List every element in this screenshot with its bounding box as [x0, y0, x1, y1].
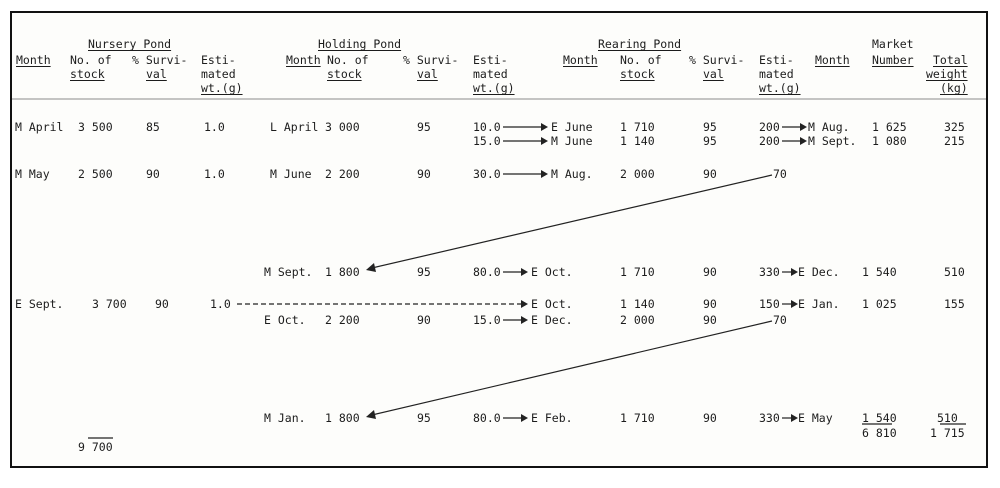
nursery-pond-header: Nursery Pond — [88, 37, 172, 51]
rearing-row-5-market-number: 1 025 — [862, 297, 897, 311]
total-weight-header: Total — [933, 53, 968, 67]
rearing-row-2-market-month: M Sept. — [808, 134, 857, 148]
holding-row-2-month: M June — [270, 167, 312, 181]
holding-survival-header: % Survi- — [403, 53, 459, 67]
rearing-row-5-weight: 150 — [759, 297, 780, 311]
rearing-row-4-weight: 330 — [759, 265, 780, 279]
holding-row-3-weight: 80.0 — [473, 265, 501, 279]
rearing-row-5-month: E Oct. — [531, 297, 573, 311]
rearing-row-1-weight: 200 — [759, 120, 780, 134]
rearing-row-6-survival: 90 — [703, 313, 717, 327]
rearing-row-3-stock: 2 000 — [620, 167, 655, 181]
rearing-row-7-total-weight: 510 — [937, 411, 958, 425]
holding-row-5-survival: 95 — [417, 411, 431, 425]
holding-month-header: Month — [286, 53, 321, 67]
holding-row-4-month: E Oct. — [264, 313, 306, 327]
rearing-row-7-month: E Feb. — [531, 411, 573, 425]
holding-row-3-month: M Sept. — [264, 265, 313, 279]
holding-weight-header-2: mated — [473, 67, 508, 81]
rearing-row-3-weight: 70 — [773, 167, 787, 181]
holding-row-5-stock: 1 800 — [325, 411, 360, 425]
rearing-row-2-stock: 1 140 — [620, 134, 655, 148]
nursery-row-3-weight: 1.0 — [210, 297, 231, 311]
holding-row-3-survival: 95 — [417, 265, 431, 279]
rearing-row-4-market-month: E Dec. — [798, 265, 840, 279]
rearing-row-5-stock: 1 140 — [620, 297, 655, 311]
holding-row-1-weight-a: 10.0 — [473, 120, 501, 134]
nursery-survival-header-2: val — [146, 67, 167, 81]
holding-row-5-month: M Jan. — [264, 411, 306, 425]
rearing-row-2-month: M June — [551, 134, 593, 148]
rearing-row-3-survival: 90 — [703, 167, 717, 181]
holding-row-3-stock: 1 800 — [325, 265, 360, 279]
rearing-survival-header: % Survi- — [689, 53, 745, 67]
market-number-total: 6 810 — [862, 426, 897, 440]
rearing-row-7-stock: 1 710 — [620, 411, 655, 425]
rearing-row-4-survival: 90 — [703, 265, 717, 279]
nursery-row-1-survival: 85 — [146, 120, 160, 134]
rearing-row-3-month: M Aug. — [551, 167, 593, 181]
holding-row-4-weight: 15.0 — [473, 313, 501, 327]
rearing-row-7-weight: 330 — [759, 411, 780, 425]
rearing-row-2-weight: 200 — [759, 134, 780, 148]
rearing-row-1-survival: 95 — [703, 120, 717, 134]
total-weight-header-3: (kg) — [940, 81, 968, 95]
rearing-row-4-market-number: 1 540 — [862, 265, 897, 279]
rearing-row-2-survival: 95 — [703, 134, 717, 148]
rearing-row-7-survival: 90 — [703, 411, 717, 425]
rearing-row-2-market-number: 1 080 — [872, 134, 907, 148]
rearing-row-4-stock: 1 710 — [620, 265, 655, 279]
holding-survival-header-2: val — [417, 67, 438, 81]
nursery-row-2-stock: 2 500 — [78, 167, 113, 181]
nursery-row-2-month: M May — [15, 167, 50, 181]
market-month-header: Month — [815, 53, 850, 67]
rearing-stock-header: No. of — [620, 53, 662, 67]
holding-row-4-survival: 90 — [417, 313, 431, 327]
rearing-row-4-month: E Oct. — [531, 265, 573, 279]
holding-row-1-stock: 3 000 — [325, 120, 360, 134]
market-header: Market — [872, 37, 914, 51]
holding-row-5-weight: 80.0 — [473, 411, 501, 425]
total-weight-total: 1 715 — [930, 426, 965, 440]
rearing-row-1-market-number: 1 625 — [872, 120, 907, 134]
nursery-weight-header-3: wt.(g) — [201, 81, 243, 95]
rearing-row-5-market-month: E Jan. — [798, 297, 840, 311]
nursery-survival-header: % Survi- — [132, 53, 188, 67]
nursery-month-header: Month — [16, 53, 51, 67]
rearing-row-1-market-month: M Aug. — [808, 120, 850, 134]
nursery-weight-header: Esti- — [201, 53, 236, 67]
rearing-weight-header-2: mated — [759, 67, 794, 81]
rearing-row-1-month: E June — [551, 120, 593, 134]
total-weight-header-2: weight — [926, 67, 968, 81]
holding-row-1-month: L April — [270, 120, 319, 134]
nursery-row-3-stock: 3 700 — [92, 297, 127, 311]
rearing-row-7-market-month: E May — [798, 411, 833, 425]
rearing-row-6-month: E Dec. — [531, 313, 573, 327]
rearing-row-1-stock: 1 710 — [620, 120, 655, 134]
nursery-stock-header-2: stock — [70, 67, 105, 81]
rearing-weight-header: Esti- — [759, 53, 794, 67]
nursery-stock-header: No. of — [70, 53, 112, 67]
holding-row-4-stock: 2 200 — [325, 313, 360, 327]
holding-row-2-stock: 2 200 — [325, 167, 360, 181]
rearing-stock-header-2: stock — [620, 67, 655, 81]
nursery-total: 9 700 — [78, 440, 113, 454]
holding-weight-header-3: wt.(g) — [473, 81, 515, 95]
nursery-row-2-weight: 1.0 — [204, 167, 225, 181]
holding-row-1-weight-b: 15.0 — [473, 134, 501, 148]
rearing-pond-header: Rearing Pond — [598, 37, 682, 51]
holding-row-2-weight: 30.0 — [473, 167, 501, 181]
market-number-header: Number — [872, 53, 914, 67]
rearing-row-4-total-weight: 510 — [944, 265, 965, 279]
nursery-row-2-survival: 90 — [146, 167, 160, 181]
rearing-row-2-total-weight: 215 — [944, 134, 965, 148]
nursery-row-1-month: M April — [15, 120, 64, 134]
rearing-month-header: Month — [563, 53, 598, 67]
holding-pond-header: Holding Pond — [318, 37, 402, 51]
rearing-row-1-total-weight: 325 — [944, 120, 965, 134]
rearing-row-5-survival: 90 — [703, 297, 717, 311]
rearing-row-6-weight: 70 — [773, 313, 787, 327]
rearing-row-7-market-number: 1 540 — [862, 411, 897, 425]
nursery-row-3-month: E Sept. — [15, 297, 64, 311]
nursery-row-1-weight: 1.0 — [204, 120, 225, 134]
holding-stock-header: No. of — [327, 53, 369, 67]
holding-stock-header-2: stock — [327, 67, 362, 81]
nursery-row-3-survival: 90 — [155, 297, 169, 311]
rearing-row-5-total-weight: 155 — [944, 297, 965, 311]
rearing-survival-header-2: val — [703, 67, 724, 81]
holding-row-1-survival: 95 — [417, 120, 431, 134]
rearing-row-6-stock: 2 000 — [620, 313, 655, 327]
rearing-weight-header-3: wt.(g) — [759, 81, 801, 95]
nursery-weight-header-2: mated — [201, 67, 236, 81]
nursery-row-1-stock: 3 500 — [78, 120, 113, 134]
holding-weight-header: Esti- — [473, 53, 508, 67]
holding-row-2-survival: 90 — [417, 167, 431, 181]
